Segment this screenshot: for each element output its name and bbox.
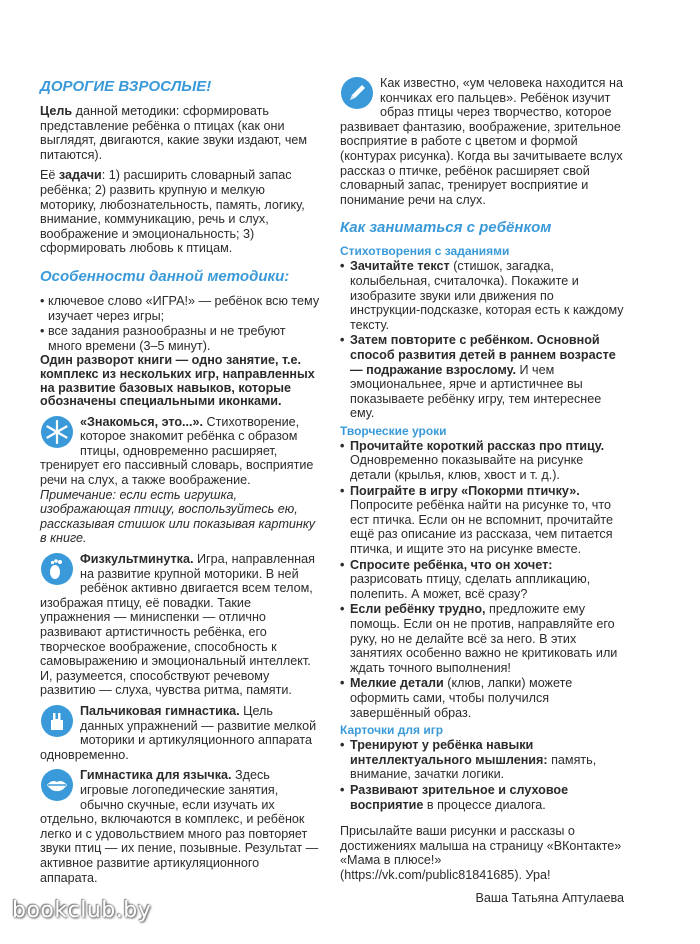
poems-heading: Стихотворения с заданиями [340, 244, 510, 259]
left-column [40, 70, 320, 887]
meet-text: Стихотворение, которое знакомит ребёнка с образом птицы, одновременно расширяет, тренирует его пассивный словарь, восприятие речи на слух, а также воображение. [40, 414, 314, 488]
tasks-text: : 1) расширить словарный запас ребёнка; 2) развить крупную и мелкую моторику, любознательность, память, логику, внимание, коммуникацию, речь и слух, воображение и эмоциональность; 3) сформировать любовь к птицам. [40, 168, 305, 256]
lesson-item-1-text: Одновременно показывайте на рисунке детали (крылья, клюв, хвост и т. д.). [350, 453, 584, 483]
lesson-item-2-text: Попросите ребёнка найти на рисунке то, что ест птичка. Если он не вспомнит, прочитайте ещё раз описание из рассказа, чем питается птичка, и ищите это на рисунке вместе. [350, 498, 614, 557]
lesson-item-5-text: (клюв, лапки) можете оформить сами, чтобы получился завершённый образ. [350, 676, 573, 720]
how-heading: Как заниматься с ребёнком [340, 219, 552, 237]
poem-item-2-bold: Затем повторите с ребёнком. Основной способ развития детей в раннем возрасте — подражание взрослому. [350, 333, 616, 377]
card-item-2-text: в процессе диалога. [423, 797, 546, 812]
lessons-heading: Творческие уроки [340, 423, 447, 438]
lesson-item-3-bold: Спросите ребёнка, что он хочет: [350, 557, 553, 572]
card-item-1-bold: Тренируют у ребёнка навыки интеллектуального мышления: [350, 738, 548, 767]
section-finger [40, 704, 320, 762]
finger-title: Пальчиковая гимнастика. [80, 703, 240, 718]
hand-icon [40, 704, 74, 738]
section-tongue [40, 768, 320, 885]
lesson-item-5 [340, 676, 624, 720]
spread-description: Один разворот книги — одно занятие, т.е. комплекс из нескольких игр, направленных на развитие базовых навыков, которые обозначены специальными иконками. [40, 353, 315, 409]
section-meet [40, 415, 320, 546]
goal-text: данной методики: сформировать представление ребёнка о птицах (как они выглядят, двигаются, какие звуки издают, чем питаются). [40, 104, 308, 162]
poem-item-1-text: (стишок, загадка, колыбельная, считалочка). Покажите и изобразите звуки или движения по инструкции-подсказке, которая есть к каждому тексту. [350, 259, 624, 332]
lips-icon [40, 768, 74, 802]
exercise-text: Игра, направленная на развитие крупной моторики. В ней ребёнок активно двигается всем телом, изображая птицу, её повадки. Такие упражнения — миниспенки — отлично развивают артистичность ребёнка, его творческое воображение, способность к самовыражению и эмоциональный интеллект. И, разумеется, способствуют речевому развитию — слуха, чувства ритма, памяти. [40, 552, 315, 698]
lesson-item-4-bold: Если ребёнку трудно, [350, 602, 486, 617]
lesson-item-3-text: разрисовать птицу, сделать аппликацию, полепить. А может, всё сразу? [350, 572, 591, 601]
tasks-label: задачи [58, 168, 102, 183]
finger-text: Цель данных упражнений — развитие мелкой моторики и артикуляционного аппарата одновременно. [40, 703, 317, 762]
features-heading: Особенности данной методики: [40, 267, 290, 285]
card-item-1 [340, 738, 624, 782]
pencil-icon [340, 76, 374, 110]
goal-paragraph [40, 104, 320, 162]
cards-heading: Карточки для игр [340, 723, 444, 738]
lesson-item-2 [340, 484, 624, 557]
section-intro [340, 76, 624, 207]
intro-text: Как известно, «ум человека находится на кончиках его пальцев». Ребёнок изучит образ птицы через творчество, которое развивает фантазию, воображение, зрительное восприятие в работе с цветом и формой (контурах рисунка). Когда вы зачитываете вслух рассказ о птичке, ребёнок расширяет свой словарный запас, тренирует восприятие и понимание речи на слух. [340, 76, 623, 207]
heading-dear-adults: ДОРОГИЕ ВЗРОСЛЫЕ! [40, 78, 212, 95]
card-item-2 [340, 783, 624, 812]
lesson-item-2-bold: Поиграйте в игру «Покорми птичку». [350, 483, 580, 498]
tasks-prefix: Её [40, 168, 59, 183]
exercise-title: Физкультминутка. [80, 552, 194, 567]
card-item-2-bold: Развивают зрительное и слуховое восприятие [350, 782, 569, 812]
section-exercise [40, 552, 320, 698]
tongue-title: Гимнастика для язычка. [80, 768, 232, 783]
lesson-item-1-bold: Прочитайте короткий рассказ про птицу. [350, 438, 605, 453]
lesson-item-1 [340, 439, 624, 483]
feature-item-2: • все задания разнообразны и не требуют много времени (3–5 минут). [40, 324, 320, 353]
poem-item-2 [340, 333, 624, 421]
meet-title: «Знакомься, это...». [80, 414, 204, 429]
signature: Ваша Татьяна Аптулаева [475, 890, 624, 905]
right-column [340, 76, 624, 907]
lesson-item-3 [340, 558, 624, 602]
tasks-paragraph [40, 168, 320, 256]
meet-note: Примечание: если есть игрушка, изображающая птицу, воспользуйтесь ею, рассказывая стишок или показывая картинку в книге. [40, 487, 316, 546]
tongue-text: Здесь игровые логопедические занятия, обычно скучные, если изучать их отдельно, включаются в комплекс, и ребёнок легко и с удовольствием много раз повторяет звуки птиц — их пение, позывные. Результат — активное развитие артикуляционного аппарата. [40, 768, 319, 885]
lesson-item-5-bold: Мелкие детали [350, 676, 444, 691]
lesson-item-4 [340, 602, 624, 675]
snowflake-icon [40, 415, 74, 449]
lesson-item-4-text: предложите ему помощь. Если он не против, направляйте его руку, но не делайте всё за него. В этих занятиях особенно важно не критиковать или ждать точного выполнения! [350, 602, 618, 675]
feature-item-1: • ключевое слово «ИГРА!» — ребёнок всю тему изучает через игры; [40, 294, 320, 323]
card-item-1-text: память, внимание, зачатки логики. [350, 752, 597, 782]
footprint-icon [40, 552, 74, 586]
closing-paragraph: Присылайте ваши рисунки и рассказы о достижениях малыша на страницу «ВКонтакте» «Мама в плюсе!» (https://vk.com/public81841685). Ура! [340, 824, 622, 882]
goal-label: Цель [40, 104, 73, 118]
watermark: bookclub.by [12, 898, 152, 923]
poem-item-1-bold: Зачитайте текст [350, 259, 450, 274]
poem-item-1 [340, 259, 624, 332]
poem-item-2-text: И чем эмоциональнее, ярче и артистичнее вы показываете ребёнку игру, тем интереснее ему. [350, 362, 602, 421]
